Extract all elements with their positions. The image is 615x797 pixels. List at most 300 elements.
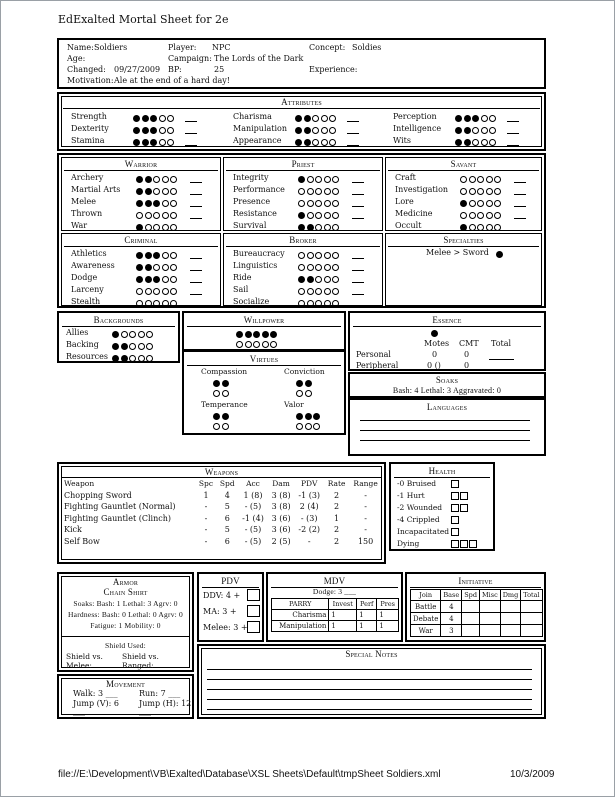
filled-dot [262, 331, 269, 338]
health-boxes [451, 539, 478, 548]
mdv-header-cell: PARRY [272, 599, 329, 610]
ability-label: Resistance [233, 209, 277, 218]
empty-dot [305, 423, 312, 430]
weapon-cell: Kick [64, 525, 82, 535]
empty-dot [315, 212, 322, 219]
weapon-cell: - [204, 525, 208, 535]
health-box[interactable] [451, 492, 459, 500]
empty-dot [213, 390, 220, 397]
initiative-header-cell: Misc [480, 590, 501, 601]
weapon-cell: - [364, 502, 367, 512]
empty-dot [324, 264, 331, 271]
initiative-cell: 4 [441, 613, 462, 625]
empty-dot [146, 355, 153, 362]
ability-group-title: Criminal [124, 235, 158, 245]
health-level-label: -4 Crippled [397, 515, 440, 524]
filled-dot [150, 115, 157, 122]
attribute-dots [295, 113, 338, 122]
ability-group [385, 157, 542, 231]
initiative-cell[interactable] [521, 613, 542, 625]
attribute-line [347, 133, 359, 134]
empty-dot [153, 212, 160, 219]
ability-dots [298, 210, 341, 219]
motivation: Ale at the end of a hard day! [114, 76, 231, 85]
attribute-line [347, 121, 359, 122]
initiative-row [411, 601, 543, 613]
filled-dot [245, 331, 252, 338]
filled-dot [295, 127, 302, 134]
empty-dot [477, 188, 484, 195]
empty-dot [298, 200, 305, 207]
weapon-row [62, 490, 382, 502]
empty-dot [494, 212, 501, 219]
filled-dot [222, 380, 229, 387]
ability-line [352, 270, 364, 271]
movement-section [57, 674, 194, 719]
initiative-table [410, 589, 543, 637]
armor-section [57, 572, 194, 672]
empty-dot [170, 288, 177, 295]
campaign: The Lords of the Dark [214, 54, 304, 63]
initiative-cell[interactable] [462, 601, 480, 613]
ability-label: Integrity [233, 173, 269, 182]
virtue-dots [213, 378, 230, 387]
filled-dot [472, 115, 479, 122]
soaks-title: Soaks [435, 375, 459, 385]
health-box[interactable] [460, 540, 468, 548]
empty-dot [162, 300, 169, 307]
health-box[interactable] [460, 504, 468, 512]
ability-line [190, 306, 202, 307]
filled-dot [150, 139, 157, 146]
empty-dot [489, 127, 496, 134]
empty-dot [146, 343, 153, 350]
empty-dot [486, 188, 493, 195]
initiative-cell: War [411, 625, 441, 637]
initiative-cell[interactable] [500, 625, 521, 637]
empty-dot [324, 252, 331, 259]
weapon-cell: 150 [357, 536, 374, 546]
empty-dot [170, 212, 177, 219]
ability-dots [460, 222, 503, 231]
footer-path: file://E:\Development\VB\Exalted\Database\XSL Sheets\Default\tmpSheet Soldiers.xml [58, 769, 441, 780]
initiative-cell[interactable] [480, 613, 501, 625]
empty-dot [270, 341, 277, 348]
empty-dot [236, 341, 243, 348]
filled-dot [296, 380, 303, 387]
weapon-cell: 5 [224, 525, 230, 535]
mdv-cell: Manipulation [272, 621, 329, 632]
background-dots [112, 353, 155, 362]
ability-label: Sail [233, 285, 249, 294]
filled-dot [270, 331, 277, 338]
ability-dots [298, 298, 341, 307]
ability-label: Medicine [395, 209, 433, 218]
weapon-cell: 4 [224, 490, 230, 500]
weapons-header-cell: PDV [301, 479, 318, 489]
weapons-header-cell: Acc [246, 479, 260, 489]
ability-label: Linguistics [233, 261, 278, 270]
empty-dot [469, 200, 476, 207]
backgrounds-title: Backgrounds [93, 315, 144, 325]
health-box[interactable] [451, 540, 459, 548]
filled-dot [142, 127, 149, 134]
health-level-label: -0 Bruised [397, 479, 437, 488]
empty-dot [494, 176, 501, 183]
weapon-cell: - [364, 490, 367, 500]
empty-dot [162, 176, 169, 183]
initiative-cell: Debate [411, 613, 441, 625]
pdv-box[interactable] [247, 605, 260, 617]
attribute-dots [133, 125, 176, 134]
weapon-cell: Fighting Gauntlet (Normal) [64, 502, 176, 512]
health-box[interactable] [451, 516, 459, 524]
pdv-box[interactable] [247, 621, 260, 633]
ability-label: Thrown [71, 209, 103, 218]
initiative-header-cell: Dmg [500, 590, 521, 601]
filled-dot [305, 413, 312, 420]
virtue-label: Temperance [201, 400, 248, 409]
ability-label: Stealth [71, 297, 101, 306]
mdv-header-cell: Perf [357, 599, 377, 610]
soaks-section [348, 372, 546, 398]
ability-dots [460, 186, 503, 195]
weapon-cell: 2 [334, 525, 340, 535]
empty-dot [129, 355, 136, 362]
empty-dot [305, 390, 312, 397]
ability-label: Performance [233, 185, 285, 194]
filled-dot [145, 176, 152, 183]
attribute-line [347, 145, 359, 146]
weapon-cell: - (5) [244, 536, 262, 546]
health-box[interactable] [460, 492, 468, 500]
filled-dot [136, 276, 143, 283]
weapons-header-cell: Dam [272, 479, 290, 489]
weapon-cell: 5 [224, 502, 230, 512]
empty-dot [253, 341, 260, 348]
initiative-cell[interactable] [500, 601, 521, 613]
mdv-cell: Charisma [272, 610, 329, 621]
empty-dot [162, 264, 169, 271]
mdv-row [272, 610, 399, 621]
specialty-dots [496, 249, 505, 258]
pdv-label: Melee: 3 + [203, 623, 248, 632]
health-level-label: -2 Wounded [397, 503, 443, 512]
initiative-header-cell: Spd [462, 590, 480, 601]
specialty-label: Melee > Sword [426, 248, 489, 257]
ability-group-title: Broker [289, 235, 317, 245]
empty-dot [477, 200, 484, 207]
filled-dot [304, 139, 311, 146]
weapon-row [62, 513, 382, 525]
weapon-cell: - (5) [244, 502, 262, 512]
initiative-cell[interactable] [521, 625, 542, 637]
weapon-cell: 1 (8) [243, 490, 263, 500]
attribute-label: Wits [393, 136, 411, 145]
health-boxes [451, 491, 469, 500]
weapons-header-cell: Range [353, 479, 378, 489]
willpower-temporary-dots [236, 339, 279, 348]
empty-dot [307, 188, 314, 195]
health-box[interactable] [451, 480, 459, 488]
weapon-cell: 6 [224, 536, 230, 546]
ability-line [514, 218, 526, 219]
empty-dot [296, 390, 303, 397]
weapon-cell: - (3) [300, 513, 318, 523]
willpower-section [182, 311, 346, 351]
essence-dots [431, 328, 440, 337]
footer-date: 10/3/2009 [510, 769, 555, 780]
ability-line [190, 282, 202, 283]
ability-dots [298, 198, 341, 207]
empty-dot [332, 288, 339, 295]
weapon-cell: - [307, 536, 311, 546]
empty-dot [153, 188, 160, 195]
run: Run: 7 ___ [139, 689, 181, 698]
initiative-cell[interactable] [480, 601, 501, 613]
shield-used: Shield Used: [105, 641, 146, 650]
pdv-section [197, 572, 264, 642]
filled-dot [305, 380, 312, 387]
health-box[interactable] [451, 504, 459, 512]
ability-label: Melee [71, 197, 96, 206]
filled-dot [142, 115, 149, 122]
weapon-cell: - [204, 536, 208, 546]
peripheral-motes: 0 () [427, 361, 441, 370]
health-boxes [451, 515, 460, 524]
virtue-label: Conviction [284, 367, 325, 376]
empty-dot [129, 331, 136, 338]
virtue-temp-dots [296, 421, 322, 430]
weapons-table [62, 478, 382, 547]
virtue-temp-dots [213, 421, 230, 430]
ability-group [61, 233, 221, 306]
empty-dot [170, 176, 177, 183]
empty-dot [296, 423, 303, 430]
ability-line [190, 270, 202, 271]
weapon-cell: -2 (2) [298, 525, 321, 535]
armor-soaks: Soaks: Bash: 1 Lethal: 3 Agrv: 0 [73, 599, 178, 608]
weapon-cell: Self Bow [64, 536, 100, 546]
weapon-cell: - [364, 513, 367, 523]
ability-label: Survival [233, 221, 267, 230]
initiative-header-cell: Base [441, 590, 462, 601]
weapon-row [62, 501, 382, 513]
abilities-section [57, 153, 546, 308]
mdv-row [272, 621, 399, 632]
ability-line [352, 206, 364, 207]
willpower-permanent-dots [236, 329, 279, 338]
initiative-cell[interactable] [521, 601, 542, 613]
mdv-cell: 1 [377, 610, 399, 621]
ability-group [223, 157, 383, 231]
pdv-box[interactable] [247, 589, 260, 601]
initiative-cell[interactable] [480, 625, 501, 637]
ability-dots [136, 198, 179, 207]
filled-dot [298, 224, 305, 231]
sheet-title: EdExalted Mortal Sheet for 2e [58, 13, 229, 26]
filled-dot [153, 200, 160, 207]
initiative-row [411, 625, 543, 637]
ability-line [514, 206, 526, 207]
filled-dot [296, 413, 303, 420]
filled-dot [121, 355, 128, 362]
empty-dot [145, 288, 152, 295]
empty-dot [469, 212, 476, 219]
initiative-cell[interactable] [500, 613, 521, 625]
empty-dot [162, 252, 169, 259]
empty-dot [477, 212, 484, 219]
filled-dot [222, 413, 229, 420]
filled-dot [142, 139, 149, 146]
empty-dot [136, 300, 143, 307]
empty-dot [329, 127, 336, 134]
empty-dot [159, 127, 166, 134]
weapon-cell: 2 (5) [271, 536, 291, 546]
empty-dot [481, 127, 488, 134]
empty-dot [329, 115, 336, 122]
filled-dot [236, 331, 243, 338]
filled-dot [136, 252, 143, 259]
empty-dot [307, 252, 314, 259]
mdv-cell: 1 [357, 621, 377, 632]
filled-dot [298, 276, 305, 283]
initiative-header-cell: Join [411, 590, 441, 601]
empty-dot [313, 423, 320, 430]
empty-dot [494, 188, 501, 195]
attribute-dots [295, 125, 338, 134]
shield-vs-melee: Shield vs. Melee: [66, 652, 103, 670]
empty-dot [315, 288, 322, 295]
initiative-cell[interactable] [462, 613, 480, 625]
virtue-dots [213, 411, 230, 420]
filled-dot [136, 188, 143, 195]
special-notes-section [197, 644, 546, 719]
empty-dot [153, 224, 160, 231]
empty-dot [170, 224, 177, 231]
mdv-cell: 1 [329, 610, 357, 621]
virtue-label: Valor [284, 400, 304, 409]
character-name: Soldiers [94, 43, 128, 52]
health-box[interactable] [451, 528, 459, 536]
ability-label: Archery [71, 173, 104, 182]
ability-line [352, 218, 364, 219]
filled-dot [307, 224, 314, 231]
mdv-header-row [272, 599, 399, 610]
jump-vertical: Jump (V): 6 ___ [73, 699, 119, 716]
empty-dot [136, 288, 143, 295]
armor-hardness: Hardness: Bash: 0 Lethal: 0 Agrv: 0 [68, 610, 183, 619]
empty-dot [472, 139, 479, 146]
filled-dot [145, 264, 152, 271]
empty-dot [307, 200, 314, 207]
empty-dot [486, 212, 493, 219]
initiative-row [411, 613, 543, 625]
empty-dot [315, 252, 322, 259]
ability-line [352, 282, 364, 283]
ability-label: Bureaucracy [233, 249, 285, 258]
filled-dot [133, 139, 140, 146]
empty-dot [486, 200, 493, 207]
initiative-cell: 4 [441, 601, 462, 613]
filled-dot [213, 380, 220, 387]
empty-dot [153, 288, 160, 295]
empty-dot [324, 224, 331, 231]
filled-dot [136, 264, 143, 271]
empty-dot [170, 200, 177, 207]
armor-name: Chain Shirt [103, 587, 148, 597]
weapon-cell: 2 [334, 490, 340, 500]
weapon-cell: 3 (8) [271, 502, 291, 512]
ability-label: Socialize [233, 297, 270, 306]
filled-dot [464, 139, 471, 146]
ability-label: Larceny [71, 285, 104, 294]
empty-dot [481, 115, 488, 122]
ability-dots [136, 174, 179, 183]
peripheral-cmt: 0 [464, 361, 470, 370]
background-label: Backing [66, 340, 99, 349]
essence-title: Essence [432, 315, 462, 325]
personal-motes: 0 [432, 350, 438, 359]
weapon-cell: 3 (6) [271, 513, 291, 523]
attribute-dots [455, 113, 498, 122]
empty-dot [494, 224, 501, 231]
health-box[interactable] [469, 540, 477, 548]
empty-dot [312, 127, 319, 134]
initiative-cell[interactable] [462, 625, 480, 637]
empty-dot [298, 300, 305, 307]
empty-dot [162, 188, 169, 195]
empty-dot [298, 288, 305, 295]
empty-dot [145, 300, 152, 307]
empty-dot [315, 176, 322, 183]
attribute-line [507, 145, 519, 146]
specialties-group [385, 233, 542, 306]
weapon-cell: -1 (3) [298, 490, 321, 500]
mdv-table [271, 598, 399, 632]
empty-dot [138, 355, 145, 362]
health-level-label: -1 Hurt [397, 491, 425, 500]
filled-dot [112, 355, 119, 362]
weapons-section [57, 462, 386, 564]
weapon-cell: -1 (4) [242, 513, 264, 523]
weapon-cell: 3 (8) [271, 490, 291, 500]
empty-dot [245, 341, 252, 348]
empty-dot [332, 300, 339, 307]
ability-line [514, 194, 526, 195]
info-section: Name: Soldiers Player: NPC Concept: Soldies Age: Campaign: The Lords of the Dark Changed: 09/27/2009 BP: 25 Experience: Motivation: Ale at the end of a hard day! [57, 38, 546, 89]
ability-dots [136, 222, 179, 231]
filled-dot [136, 224, 143, 231]
attribute-line [185, 121, 197, 122]
filled-dot [145, 276, 152, 283]
empty-dot [162, 224, 169, 231]
attribute-label: Appearance [233, 136, 282, 145]
filled-dot [253, 331, 260, 338]
mdv-cell: 1 [357, 610, 377, 621]
ability-label: War [71, 221, 88, 230]
attribute-line [507, 121, 519, 122]
empty-dot [307, 176, 314, 183]
filled-dot [112, 343, 119, 350]
languages-title: Languages [426, 402, 468, 412]
empty-dot [321, 139, 328, 146]
filled-dot [153, 276, 160, 283]
empty-dot [324, 300, 331, 307]
weapon-cell: - (5) [244, 525, 262, 535]
empty-dot [170, 300, 177, 307]
empty-dot [138, 343, 145, 350]
